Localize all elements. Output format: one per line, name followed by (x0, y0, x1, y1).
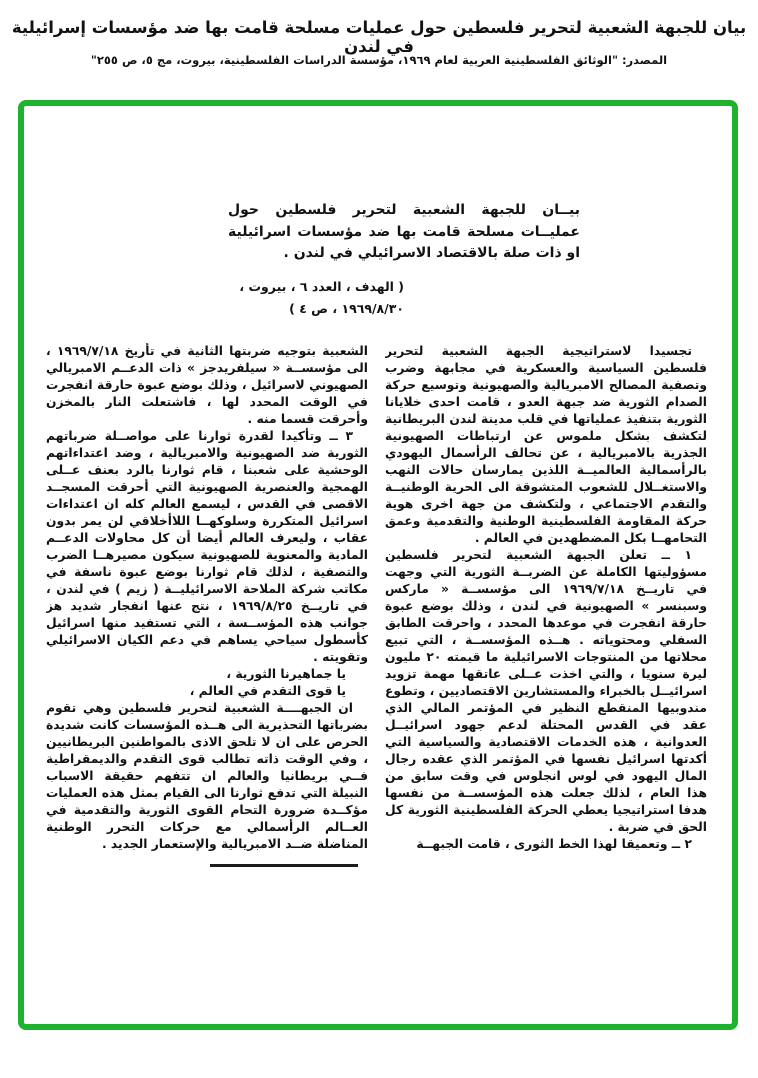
address-line-progress-forces: يا قوى التقدم في العالم ، (189, 684, 346, 698)
page-title: بيان للجبهة الشعبية لتحرير فلسطين حول عمليات مسلحة قامت بها ضد مؤسسات إسرائيلية في لندن (11, 18, 747, 56)
paragraph-operation-1: ١ ــ تعلن الجبهة الشعبية لتحرير فلسطين مسؤوليتها الكاملة عن الضربــة الثورية التي وجهت في تاريــخ ١٩٦٩/٧/١٨ الى مؤسســة « ماركس وسبنسر » الصهيونية في لندن ، وذلك بوضع عبوة حارقة انفجرت في موعدها المحدد ، واحرقت الطابق السفلي ومحتوياته . هــذه المؤسســة ، التي تبيع محلاتها من المنتوجات الاسرائيلية ما قيمته ٢٠ مليون ليرة سنويا ، والتي اخذت عــلى عاتقها مهمة تزويد اسرائيــل بالخبراء والمستشارين الاقتصاديين ، وتطوع مندوبيها المنقطع النظير في المؤتمر المالي الذي عقد في القدس المحتلة لدعم جهود اسرائيــل العدوانية ، هذه الخدمات الاقتصادية والسياسية التي أكدتها اسرائيل نفسها في المؤتمر الذي عقده رجال المال اليهود في لوس انجلوس في وقت سابق من هذا العام ، لذلك جعلت هذه المؤسســة من نفسها هدفا استراتيجيا يعطي الحركة الفلسطينية الثورية كل الحق في ضربة . (385, 548, 707, 834)
paragraph-closing: ان الجبهــــة الشعبية لتحرير فلسطين وهي تقوم بضرباتها التحذيرية الى هــذه المؤسسات كانت شديدة الحرص على ان لا تلحق الاذى بالمواطنين البريطانيين ، وفي الوقت ذاته تطالب قوى التقدم والديمقراطية فــي بريطانيا والعالم ان تتفهم حقيقة الاسباب النبيلة التي تدفع ثوارنا الى القيام بمثل هذه العمليات مؤكــدة ضرورة التحام القوى الثورية والتقدمية في العــالم الرأسمالي مع حركات التحرر الوطنية المناضلة ضــد الامبريالية والإستعمار الجديد . (46, 701, 368, 851)
address-line-masses: يا جماهيرنا الثورية ، (226, 667, 346, 681)
citation-line-1: ( الهدف ، العدد ٦ ، بيروت ، (239, 279, 404, 294)
paragraph-operation-3: ٣ ــ وتأكيدا لقدرة ثوارنا على مواصــلة ضرباتهم الثورية ضد الصهيونية والامبريالية ، وضد اعتداءاتهم الوحشية على شعبنا ، قام ثوارنا بالرد بعنف عــلى الهمجية والعنصرية الصهيونية التي أحرقت المسجــد الاقصى في القدس ، ليسمع العالم كله ان اعتداءات اسرائيل المتكررة وسلوكهــا اللاأخلاقي لن يمر بدون عقاب ، وليعرف العالم أيضا أن كل محاولات الدعــم المادية والمعنوية للصهيونية سيكون مصيرهــا الضرب والتصفية ، لذلك قام ثوارنا بوضع عبوة ناسفة في مكاتب شركة الملاحة الاسرائيليــة ( زيم ) في لندن ، في تاريــخ ١٩٦٩/٨/٢٥ ، نتج عنها انفجار شديد هز جوانب هذه المؤســسة ، التي تستفيد منها اسرائيل كأسطول سياحي يساهم في دعم الكيان الاسرائيلي وتقويته . (46, 429, 368, 664)
paragraph-opening: تجسيدا لاستراتيجية الجبهة الشعبية لتحرير فلسطين السياسية والعسكرية في مجابهة وضرب وتصفية المصالح الامبريالية والصهيونية وتوسيع حركة الصدام الثورية ضد جبهة العدو ، قامت احدى خلايانا الثورية بتنفيذ عملياتها في قلب مدينة لندن البريطانية لتكشف بشكل ملموس عن ارتباطات الصهيونية الجذرية بالامبريالية ، عن تحالف الرأسمال اليهودي بالرأسمالية العالميــة اللذين يمارسان حالات النهب والاستغــلال للشعوب المتشوقة الى الحرية الوطنيــة والتقدم الاجتماعي ، ولتكشف من جهة اخرى هوية حركة المقاومة الفلسطينية الوطنية والتقدمية وعمق التحامهــا بكل المضطهدين في العالم . (385, 344, 707, 545)
statement-heading: بيــان للجبهة الشعبية لتحرير فلسطين حول عمليــات مسلحة قامت بها ضد مؤسسات اسرائيلية او ذات صلة بالاقتصاد الاسرائيلي في لندن . (228, 202, 580, 261)
column-left (46, 343, 368, 883)
statement-citation (232, 276, 404, 320)
column-right (385, 343, 707, 883)
paragraph-operation-2-intro: ٢ ــ وتعميقا لهذا الخط الثورى ، قامت الجبهــة (416, 837, 692, 851)
citation-line-2: ١٩٦٩/٨/٣٠ ، ص ٤ ) (289, 301, 404, 316)
paragraph-operation-2-continued: الشعبية بتوجيه ضربتها الثانية في تأريخ ١٩٦٩/٧/١٨ ، الى مؤسســة « سيلفريدجز » ذات الدعــم الامبريالي الصهيوني لاسرائيل ، وذلك بوضع عبوة حارقة انفجرت في الوقت المحدد لها ، فاشتعلت النار بالمخزن وأحرقت قسما منه . (46, 344, 368, 426)
source-citation: المصدر: "الوثائق الفلسطينية العربية لعام ١٩٦٩، مؤسسة الدراسات الفلسطينية، بيروت، مج ٥، ص ٢٥٥" (90, 53, 668, 67)
footnote-rule (210, 864, 358, 867)
document-frame (18, 100, 738, 1030)
